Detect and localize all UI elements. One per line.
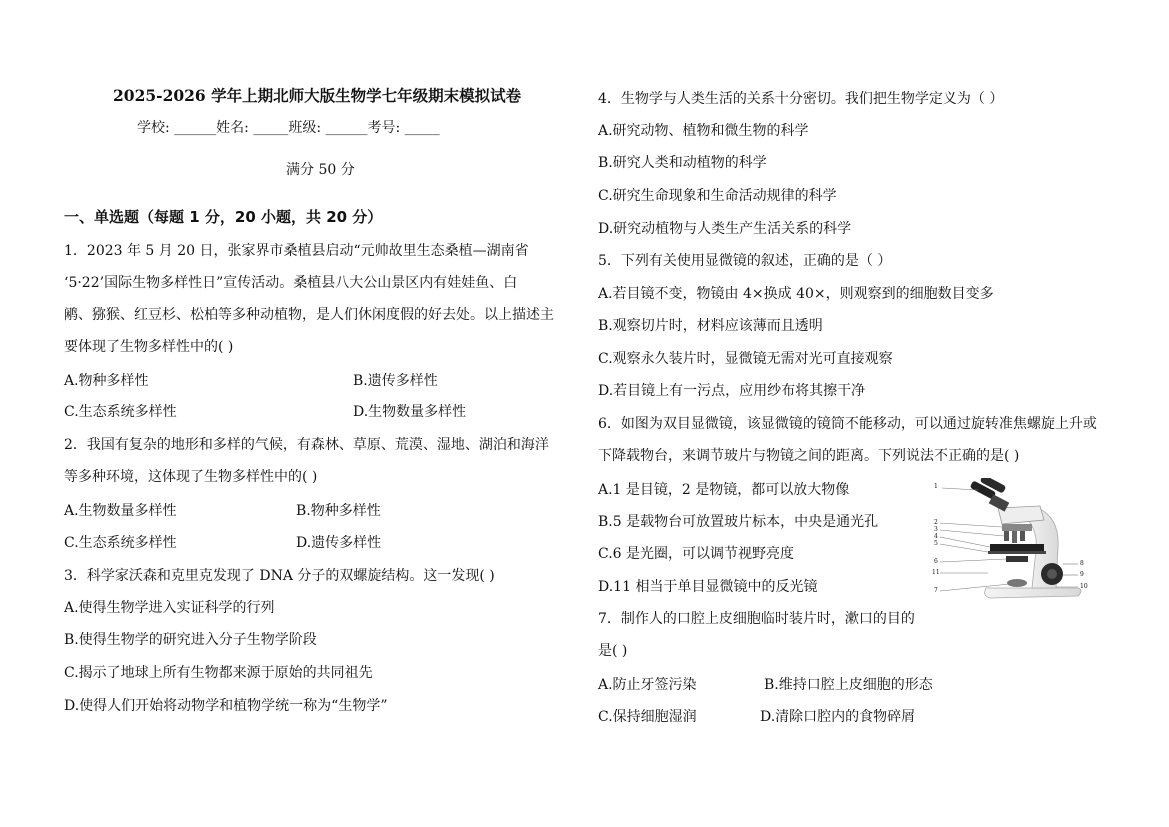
question-line: 1．2023 年 5 月 20 日，张家界市桑植县启动“元帅故里生态桑植—湖南省	[64, 243, 529, 259]
question-stem: 3．科学家沃森和克里克发现了 DNA 分子的双螺旋结构。这一发现( )	[64, 568, 495, 584]
question-line: 2．我国有复杂的地形和多样的气候，有森林、草原、荒漠、湿地、湖泊和海洋	[64, 437, 549, 453]
option-d: D.生物数量多样性	[353, 404, 467, 420]
question-line: 6．如图为双目显微镜，该显微镜的镜筒不能移动，可以通过旋转准焦螺旋上升或	[598, 416, 1097, 432]
option-c: C.观察永久装片时，显微镜无需对光可直接观察	[598, 351, 893, 367]
section-heading: 一、单选题（每题 1 分，20 小题，共 20 分）	[64, 208, 383, 226]
option-a: A.研究动物、植物和微生物的科学	[598, 123, 809, 139]
option-a: A.使得生物学进入实证科学的行列	[64, 600, 275, 616]
figure-label: 4	[934, 533, 938, 540]
figure-label: 6	[934, 558, 938, 565]
microscope-illustration	[928, 478, 1090, 608]
figure-label: 9	[1080, 571, 1084, 578]
option-b: B.遗传多样性	[353, 373, 438, 389]
option-b: B.使得生物学的研究进入分子生物学阶段	[64, 632, 317, 648]
option-c: C.生态系统多样性	[64, 535, 177, 551]
full-score: 满分 50 分	[286, 162, 355, 178]
option-d: D.若目镜上有一污点，应用纱布将其擦干净	[598, 383, 866, 399]
option-c: C.生态系统多样性	[64, 404, 177, 420]
option-b: B.维持口腔上皮细胞的形态	[764, 677, 933, 693]
question-stem: 5．下列有关使用显微镜的叙述，正确的是（ ）	[598, 253, 892, 269]
option-c: C.6 是光圈，可以调节视野亮度	[598, 546, 795, 562]
figure-label: 7	[934, 587, 938, 594]
figure-label: 8	[1080, 560, 1084, 567]
student-info-line: 学校: ______姓名: _____班级: ______考号: _____	[137, 120, 440, 136]
option-a: A.若目镜不变，物镜由 4×换成 40×，则观察到的细胞数目变多	[598, 286, 994, 302]
exam-title: 2025-2026 学年上期北师大版生物学七年级期末模拟试卷	[113, 86, 522, 105]
question-line: 等多种环境，这体现了生物多样性中的( )	[64, 469, 318, 485]
question-line: 是( )	[598, 643, 628, 659]
figure-label: 5	[934, 540, 938, 547]
option-a: A.防止牙签污染	[598, 677, 697, 693]
option-a: A.1 是目镜，2 是物镜，都可以放大物像	[598, 482, 850, 498]
microscope-figure	[928, 478, 1090, 608]
option-d: D.研究动植物与人类生产生活关系的科学	[598, 221, 852, 237]
option-d: D.清除口腔内的食物碎屑	[760, 709, 916, 725]
question-line: 鹇、猕猴、红豆杉、松柏等多种动植物，是人们休闲度假的好去处。以上描述主	[64, 307, 554, 323]
option-c: C.揭示了地球上所有生物都来源于原始的共同祖先	[64, 665, 373, 681]
figure-label: 2	[934, 519, 938, 526]
option-a: A.物种多样性	[64, 373, 149, 389]
option-c: C.保持细胞湿润	[598, 709, 697, 725]
figure-label: 10	[1080, 583, 1088, 590]
question-line: 要体现了生物多样性中的( )	[64, 339, 234, 355]
question-line: 下降载物台，来调节玻片与物镜之间的距离。下列说法不正确的是( )	[598, 448, 1020, 464]
figure-label: 3	[934, 526, 938, 533]
option-d: D.使得人们开始将动物学和植物学统一称为“生物学”	[64, 698, 388, 714]
option-d: D.11 相当于单目显微镜中的反光镜	[598, 579, 818, 595]
option-b: B.物种多样性	[296, 503, 381, 519]
option-d: D.遗传多样性	[296, 535, 382, 551]
question-line: ‘5·22’国际生物多样性日”宣传活动。桑植县八大公山景区内有娃娃鱼、白	[64, 275, 518, 291]
option-c: C.研究生命现象和生命活动规律的科学	[598, 188, 837, 204]
option-a: A.生物数量多样性	[64, 503, 177, 519]
option-b: B.5 是载物台可放置玻片标本，中央是通光孔	[598, 514, 879, 530]
option-b: B.研究人类和动植物的科学	[598, 155, 767, 171]
question-line: 7．制作人的口腔上皮细胞临时装片时，漱口的目的	[598, 611, 915, 627]
figure-label: 1	[934, 483, 938, 490]
option-b: B.观察切片时，材料应该薄而且透明	[598, 318, 823, 334]
figure-label: 11	[932, 569, 940, 576]
question-stem: 4．生物学与人类生活的关系十分密切。我们把生物学定义为（ ）	[598, 91, 1004, 107]
